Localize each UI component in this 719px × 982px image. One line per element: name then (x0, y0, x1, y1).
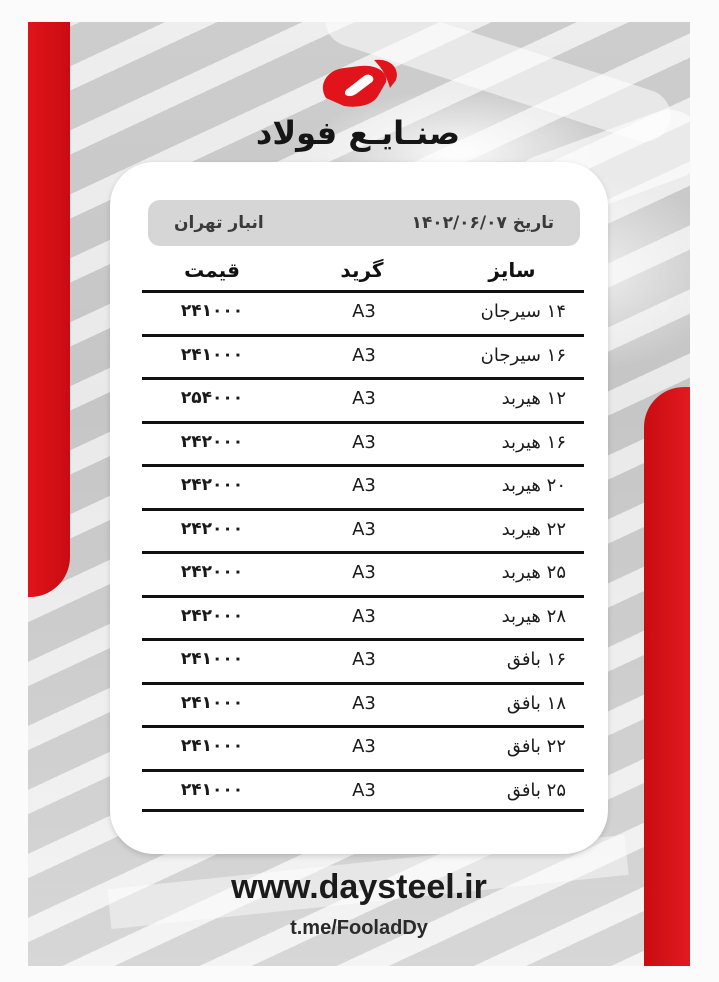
cell-size: ۲۲ هیربد (501, 518, 566, 540)
cell-grade: A3 (352, 562, 376, 583)
table-row (142, 638, 584, 682)
cell-size: ۱۶ هیربد (501, 431, 566, 453)
brand-name: صنـایـع فولاد (255, 114, 461, 152)
cell-grade: A3 (352, 431, 376, 453)
cell-size: ۲۵ هیربد (501, 562, 566, 583)
table-row (142, 595, 584, 639)
cell-price: ۲۴۱۰۰۰ (180, 779, 244, 800)
daysteel-logo-icon (316, 52, 402, 112)
price-card (110, 162, 608, 854)
cell-size: ۱۶ سیرجان (480, 344, 566, 366)
cell-grade: A3 (352, 388, 376, 409)
cell-size: ۲۸ هیربد (501, 605, 566, 627)
cell-grade: A3 (352, 301, 376, 322)
table-row (142, 725, 584, 769)
table-row (142, 377, 584, 421)
table-row (142, 464, 584, 508)
warehouse-label: انبار تهران (174, 213, 264, 233)
red-accent-right (644, 387, 690, 966)
table-row (142, 769, 584, 813)
poster (28, 22, 690, 966)
cell-size: ۱۴ سیرجان (480, 301, 566, 322)
column-header-grade: گرید (340, 258, 384, 282)
cell-grade: A3 (352, 649, 376, 670)
cell-size: ۱۸ بافق (506, 692, 566, 714)
cell-grade: A3 (352, 779, 376, 801)
table-row (142, 682, 584, 726)
table-row (142, 421, 584, 465)
cell-price: ۲۵۴۰۰۰ (180, 388, 244, 408)
table-header (142, 258, 582, 294)
table-row (142, 551, 584, 595)
table-row (142, 334, 584, 378)
cell-price: ۲۴۲۰۰۰ (180, 431, 244, 452)
cell-grade: A3 (352, 605, 376, 627)
cell-price: ۲۴۲۰۰۰ (180, 518, 244, 539)
column-header-size: سایز (488, 258, 536, 282)
cell-size: ۱۶ بافق (506, 649, 566, 670)
cell-price: ۲۴۲۰۰۰ (180, 562, 244, 582)
red-accent-left (28, 22, 70, 597)
cell-price: ۲۴۲۰۰۰ (180, 475, 244, 495)
date-label: تاریخ ۱۴۰۲/۰۶/۰۷ (411, 213, 554, 233)
cell-price: ۲۴۲۰۰۰ (180, 605, 244, 626)
date-bar (148, 200, 580, 246)
table-row (142, 508, 584, 552)
cell-price: ۲۴۱۰۰۰ (180, 692, 244, 713)
cell-price: ۲۴۱۰۰۰ (180, 736, 244, 756)
cell-grade: A3 (352, 344, 376, 366)
website-link[interactable]: www.daysteel.ir (231, 868, 487, 906)
cell-size: ۱۲ هیربد (501, 388, 566, 409)
cell-price: ۲۴۱۰۰۰ (180, 301, 244, 321)
telegram-link[interactable]: t.me/FooladDy (290, 917, 428, 939)
cell-size: ۲۲ بافق (506, 736, 566, 757)
cell-grade: A3 (352, 736, 376, 757)
cell-price: ۲۴۱۰۰۰ (180, 344, 244, 365)
cell-grade: A3 (352, 518, 376, 540)
cell-size: ۲۵ بافق (506, 779, 566, 801)
cell-size: ۲۰ هیربد (501, 475, 566, 496)
cell-price: ۲۴۱۰۰۰ (180, 649, 244, 669)
cell-grade: A3 (352, 692, 376, 714)
table-row (142, 290, 584, 334)
price-table (142, 290, 584, 812)
column-header-price: قیمت (184, 258, 240, 282)
cell-grade: A3 (352, 475, 376, 496)
